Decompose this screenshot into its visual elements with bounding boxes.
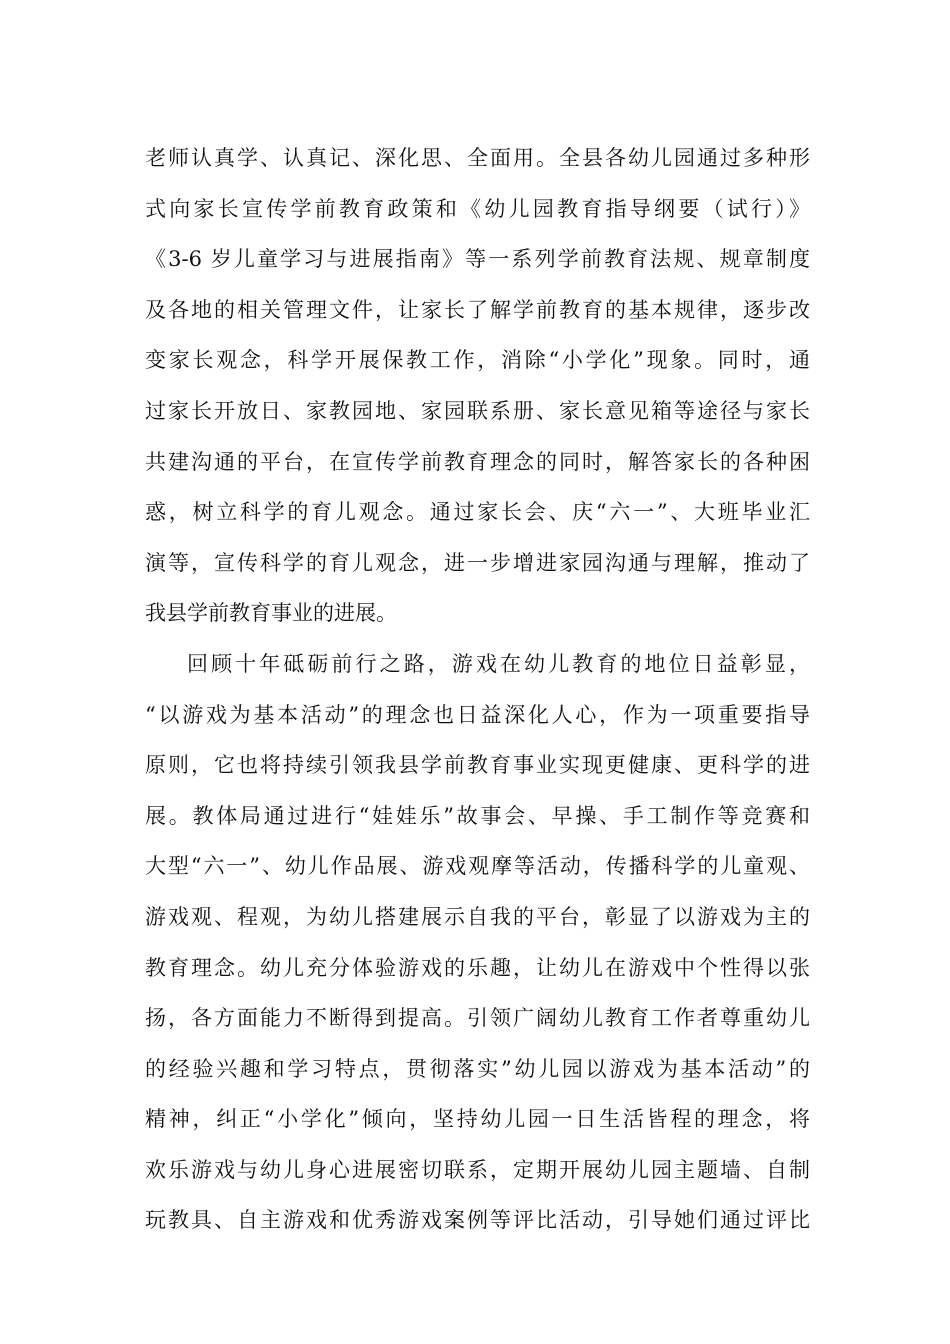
text-line: 老师认真学、认真记、深化思、全面用。全县各幼儿园通过多种形 xyxy=(145,146,810,170)
text-line: 精神，纠正“小学化”倾向，坚持幼儿园一日生活皆程的理念，将 xyxy=(145,1107,810,1132)
text-line: 及各地的相关管理文件，让家长了解学前教育的基本规律，逐步改 xyxy=(145,297,810,322)
text-line: 《3-6 岁儿童学习与进展指南》等一系列学前教育法规、规章制度 xyxy=(145,247,810,272)
paragraph-end-line: 我县学前教育事业的进展。 xyxy=(145,601,397,626)
text-line: 式向家长宣传学前教育政策和《幼儿园教育指导纲要（试行）》 xyxy=(145,196,810,221)
text-line: 惑，树立科学的育儿观念。通过家长会、庆“六一”、大班毕业汇 xyxy=(145,500,810,525)
text-line: 扬，各方面能力不断得到提高。引领广阔幼儿教育工作者尊重幼儿 xyxy=(145,1006,810,1031)
text-line: 过家长开放日、家教园地、家园联系册、家长意见箱等途径与家长 xyxy=(145,398,810,423)
paragraph-start-line: 回顾十年砥砺前行之路，游戏在幼儿教育的地位日益彰显， xyxy=(187,651,810,676)
text-line: 教育理念。幼儿充分体验游戏的乐趣，让幼儿在游戏中个性得以张 xyxy=(145,955,810,980)
text-line: 欢乐游戏与幼儿身心进展密切联系，定期开展幼儿园主题墙、自制 xyxy=(145,1157,810,1182)
body-text xyxy=(145,133,810,1246)
text-line: 大型“六一”、幼儿作品展、游戏观摩等活动，传播科学的儿童观、 xyxy=(145,854,810,879)
text-line: 变家长观念，科学开展保教工作，消除“小学化”现象。同时，通 xyxy=(145,348,810,373)
text-line: 共建沟通的平台，在宣传学前教育理念的同时，解答家长的各种困 xyxy=(145,449,810,474)
text-line: 演等，宣传科学的育儿观念，进一步增进家园沟通与理解，推动了 xyxy=(145,550,810,575)
text-line: 的经验兴趣和学习特点，贯彻落实”幼儿园以游戏为基本活动”的 xyxy=(145,1056,810,1081)
text-line: 展。教体局通过进行“娃娃乐”故事会、早操、手工制作等竞赛和 xyxy=(145,803,810,828)
text-line: 原则，它也将持续引领我县学前教育事业实现更健康、更科学的进 xyxy=(145,753,810,778)
text-line: 玩教具、自主游戏和优秀游戏案例等评比活动，引导她们通过评比 xyxy=(145,1208,810,1233)
text-line: 游戏观、程观，为幼儿搭建展示自我的平台，彰显了以游戏为主的 xyxy=(145,904,810,929)
text-line: “以游戏为基本活动”的理念也日益深化人心，作为一项重要指导 xyxy=(145,702,810,727)
